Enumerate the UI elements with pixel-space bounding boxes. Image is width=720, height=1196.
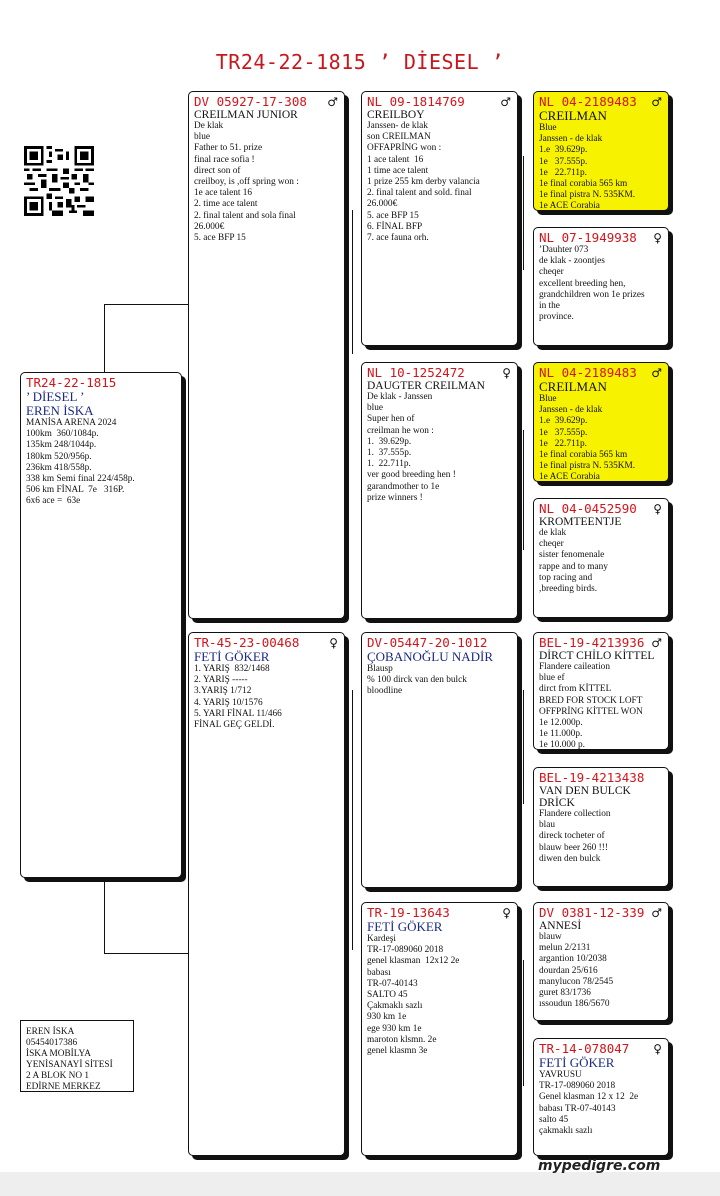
pigeon-info: 1. YARIŞ 832/1468 2. YARIŞ ----- 3.YARIŞ 1/712 4. YARIŞ 10/1576 5. YARI FİNAL 11/466 FİNAL GEÇ GELDİ. (194, 664, 282, 731)
connector-line (352, 690, 353, 950)
male-icon: ♂ (500, 95, 511, 109)
dam-sire-card[interactable] (361, 632, 518, 888)
pigeon-info: De klak - Janssen blue Super hen of creilman he won : 1. 39.629p. 1. 37.555p. 1. 22.711p. ver good breeding hen ! garandmother to 1e prize winners ! (367, 392, 456, 503)
subject-card[interactable] (20, 372, 182, 878)
female-icon: ♀ (502, 906, 511, 920)
dam-dam-sire-card[interactable] (533, 902, 669, 1021)
brand-logo[interactable]: mypedigre.com (538, 1158, 661, 1174)
sire-dam-card[interactable] (361, 362, 518, 619)
sire-dam-sire-card[interactable] (533, 362, 669, 482)
pigeon-info: blauw melun 2/2131 argantion 10/2038 dourdan 25/616 manylucon 78/2545 guret 83/1736 ıssoudun 186/5670 (539, 932, 614, 1010)
sire-sire-dam-card[interactable] (533, 227, 669, 346)
pigeon-name: VAN DEN BULCK DRİCK (539, 785, 631, 809)
ring-number: DV 05927-17-308 (194, 94, 307, 109)
ring-number: NL 10-1252472 (367, 365, 465, 380)
connector-line (352, 210, 353, 354)
sire-sire-card[interactable] (361, 91, 518, 346)
sire-sire-sire-card[interactable] (533, 91, 669, 211)
ring-number: TR-45-23-00468 (194, 635, 300, 650)
pigeon-name: CREILBOY (367, 109, 425, 121)
dam-card[interactable] (188, 632, 345, 1156)
connector-line (104, 953, 188, 954)
connector-line (104, 304, 188, 305)
connector-line (523, 430, 524, 550)
female-icon: ♀ (653, 231, 662, 245)
pigeon-info: De klak blue Father to 51. prize final race sofia ! direct son of creilboy, is ,off spring won : 1e ace talent 16 2. time ace talent 2. final talent and sola final 26.000€ 5. ace BFP 15 (194, 121, 299, 244)
qr-code-icon (24, 146, 94, 216)
pigeon-info: de klak cheqer sister fenomenale rappe and to many top racing and ,breeding birds. (539, 528, 608, 595)
pigeon-info: Flandere collection blau direck tocheter of blauw beer 260 !!! diwen den bulck (539, 809, 611, 864)
owner-contact-box (20, 1020, 134, 1092)
male-icon: ♂ (651, 906, 662, 920)
pigeon-info: Blausp % 100 dirck van den bulck bloodline (367, 664, 467, 697)
pigeon-info: Kardeşi TR-17-089060 2018 genel klasman 12x12 2e babası TR-07-40143 SALTO 45 Çakmaklı sazlı 930 km 1e ege 930 km 1e maroton klsmn. 2e genel klasmn 3e (367, 934, 460, 1057)
connector-line (523, 960, 524, 1086)
pigeon-name: ANNESİ (539, 920, 582, 932)
ring-number: TR24-22-1815 (26, 375, 117, 390)
pigeon-name: CREILMAN (539, 108, 607, 123)
pigeon-name: FETİ GÖKER (539, 1055, 615, 1070)
female-icon: ♀ (653, 502, 662, 516)
female-icon: ♀ (653, 1042, 662, 1056)
ring-number: DV 0381-12-339 (539, 905, 645, 920)
ring-number: TR-14-078047 (539, 1041, 630, 1056)
sire-card[interactable] (188, 91, 345, 619)
male-icon: ♂ (651, 366, 662, 380)
female-icon: ♀ (329, 636, 338, 650)
dam-dam-dam-card[interactable] (533, 1038, 669, 1156)
male-icon: ♂ (651, 636, 662, 650)
dam-sire-sire-card[interactable] (533, 632, 669, 750)
pigeon-info: MANİSA ARENA 2024 100km 360/1084p. 135km 248/1044p. 180km 520/956p. 236km 418/558p. 338 km Semi final 224/458p. 506 km FİNAL 7e 316P. 6x6 ace = 63e (26, 418, 135, 507)
owner-contact-text: EREN İSKA 05454017386 İSKA MOBİLYA YENİSANAYİ SİTESİ 2 A BLOK NO 1 EDİRNE MERKEZ (26, 1027, 113, 1092)
pigeon-info: ’Dauhter 073 de klak - zoontjes cheqer excellent breeding hen, grandchildren won 1e prizes in the province. (539, 245, 645, 323)
pigeon-info: YAVRUSU TR-17-089060 2018 Genel klasman 12 x 12 2e babası TR-07-40143 salto 45 çakmaklı sazlı (539, 1070, 639, 1137)
sire-dam-dam-card[interactable] (533, 498, 669, 618)
ring-number: DV-05447-20-1012 (367, 635, 488, 650)
male-icon: ♂ (327, 95, 338, 109)
pigeon-name: FETİ GÖKER (194, 649, 270, 664)
ring-number: BEL-19-4213936 (539, 635, 645, 650)
pigeon-name: ’ DİESEL ’ (26, 389, 85, 404)
pigeon-name: CREILMAN JUNIOR (194, 109, 298, 121)
ring-number: NL 07-1949938 (539, 230, 637, 245)
pigeon-name: CREILMAN (539, 379, 607, 394)
pigeon-info: Blue Janssen - de klak 1.e 39.629p. 1e 37.555p. 1e 22.711p. 1e final corabia 565 km 1e final pistra N. 535KM. 1e ACE Corabia (539, 394, 636, 482)
page-title: TR24-22-1815 ’ DİESEL ’ (215, 50, 505, 74)
ring-number: BEL-19-4213438 (539, 770, 645, 785)
pigeon-info: Janssen- de klak son CREILMAN OFFAPRİNG won : 1 ace talent 16 1 time ace talent 1 prize 255 km derby valancia 2. final talent and sold. final 26.000€ 5. ace BFP 15 6. FİNAL BFP 7. ace fauna orh. (367, 121, 480, 244)
dam-dam-card[interactable] (361, 902, 518, 1156)
pigeon-name: KROMTEENTJE (539, 516, 622, 528)
ring-number: NL 04-2189483 (539, 94, 637, 109)
pigeon-name: ÇOBANOĞLU NADİR (367, 649, 494, 664)
female-icon: ♀ (502, 366, 511, 380)
footer-bar (0, 1172, 720, 1196)
dam-sire-dam-card[interactable] (533, 767, 669, 887)
connector-line (523, 690, 524, 804)
male-icon: ♂ (651, 95, 662, 109)
ring-number: NL 04-2189483 (539, 365, 637, 380)
pigeon-name: FETİ GÖKER (367, 919, 443, 934)
ring-number: NL 09-1814769 (367, 94, 465, 109)
connector-line (523, 156, 524, 270)
pigeon-name: DAUGTER CREILMAN (367, 380, 485, 392)
pigeon-name: DİRCT CHİLO KİTTEL (539, 650, 655, 662)
owner-name: EREN İSKA (26, 403, 94, 418)
pigeon-info: Flandere caileation blue ef dirct from KİTTEL BRED FOR STOCK LOFT OFFPRİNG KİTTEL WON 1e 12.000p. 1e 11.000p. 1e 10.000 p. (539, 662, 643, 750)
ring-number: TR-19-13643 (367, 905, 450, 920)
ring-number: NL 04-0452590 (539, 501, 637, 516)
pigeon-info: Blue Janssen - de klak 1.e 39.629p. 1e 37.555p. 1e 22.711p. 1e final corabia 565 km 1e final pistra N. 535KM. 1e ACE Corabia (539, 123, 636, 211)
